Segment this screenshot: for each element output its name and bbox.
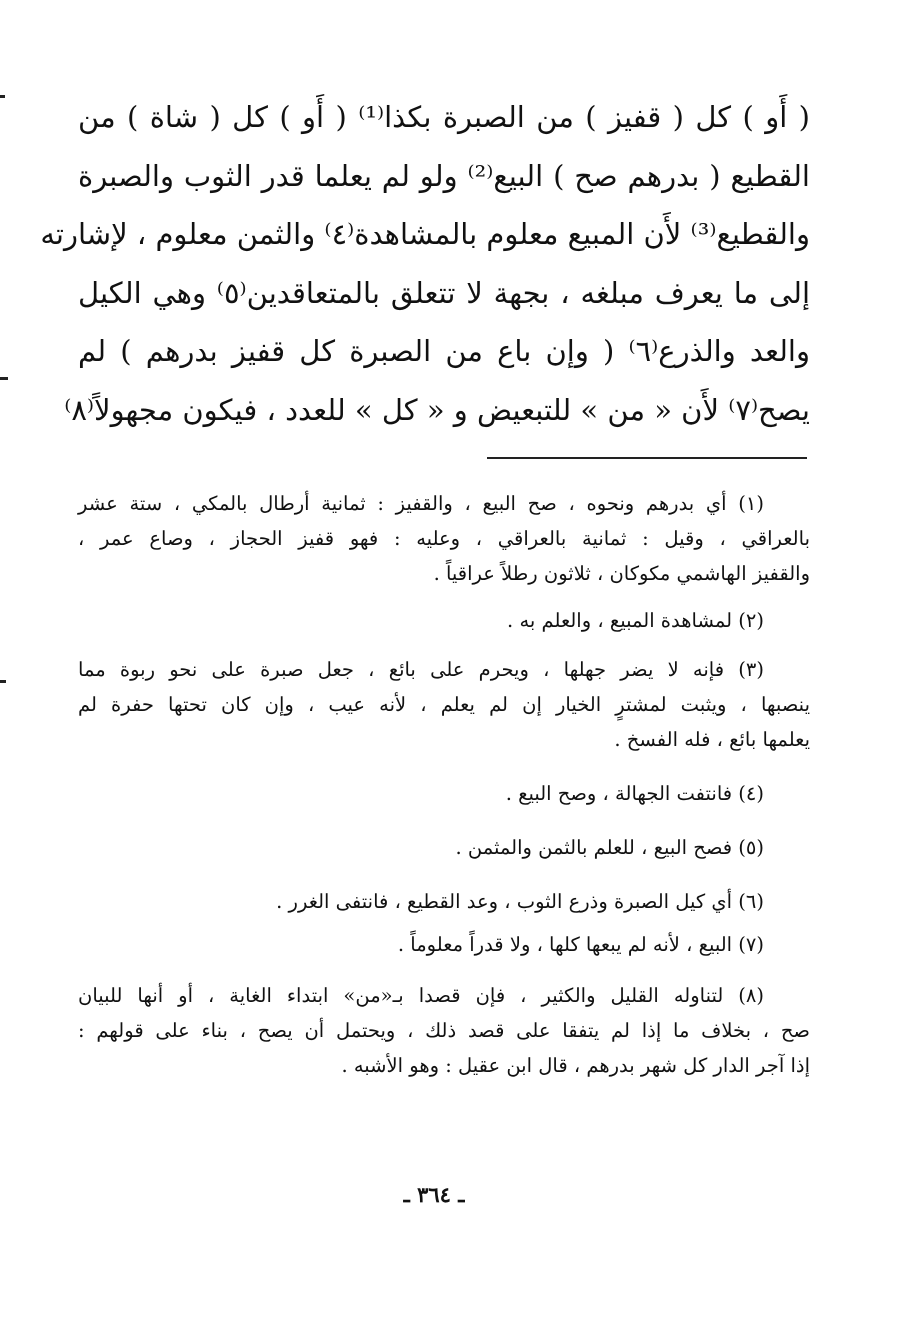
footnote-line: (٤) فانتفت الجهالة ، وصح البيع . bbox=[505, 782, 764, 805]
footnote-line: (٢) لمشاهدة المبيع ، والعلم به . bbox=[507, 609, 764, 632]
footnote-3 bbox=[78, 652, 810, 757]
footnote-line: (٥) فصح البيع ، للعلم بالثمن والمثمن . bbox=[455, 836, 764, 859]
footnote-line: (٨) لتناوله القليل والكثير ، فإن قصدا بـ«من» ابتداء الغاية ، أو أنها للبيان bbox=[78, 984, 764, 1007]
footnote-line: (٣) فإنه لا يضر جهلها ، ويحرم على بائع ، جعل صبرة على نحو ربوة مما bbox=[78, 658, 764, 681]
main-text-line: ( أَو ) كل ( قفيز ) من الصبرة بكذا⁽¹⁾ ( أَو ) كل ( شاة ) من bbox=[78, 100, 810, 134]
footnote-line: صح ، بخلاف ما إذا لم يتفقا على قصد ذلك ، ويحتمل أن يصح ، بناء على قولهم : bbox=[78, 1019, 810, 1042]
main-text-line: والعد والذرع⁽٦⁾ ( وإن باع من الصبرة كل قفيز بدرهم ) لم bbox=[78, 334, 810, 368]
footnote-line: ينصبها ، ويثبت لمشترٍ الخيار إن لم يعلم ، لأنه عيب ، وإن كان تحتها حفرة لم bbox=[78, 693, 810, 716]
footnotes-section bbox=[78, 480, 810, 1083]
page-number: ـ ٣٦٤ ـ bbox=[403, 1182, 465, 1207]
scan-edge-mark bbox=[0, 680, 6, 683]
main-text-line: إلى ما يعرف مبلغه ، بجهة لا تتعلق بالمتعاقدين⁽٥⁾ وهي الكيل bbox=[78, 275, 811, 310]
footnote-line: والقفيز الهاشمي مكوكان ، ثلاثون رطلاً عراقياً . bbox=[433, 562, 810, 585]
footnote-divider bbox=[487, 457, 807, 459]
footnote-line: (١) أي بدرهم ونحوه ، صح البيع ، والقفيز : ثمانية أرطال بالمكي ، ستة عشر bbox=[78, 492, 764, 515]
footnote-line: (٦) أي كيل الصبرة وذرع الثوب ، وعد القطيع ، فانتفى الغرر . bbox=[276, 890, 764, 913]
main-text-line: يصح⁽٧⁾ لأَن « من » للتبعيض و « كل » للعدد ، فيكون مجهولاً⁽٨⁾ bbox=[64, 392, 810, 427]
footnote-4 bbox=[78, 776, 810, 811]
footnote-line: إذا آجر الدار كل شهر بدرهم ، قال ابن عقيل : وهو الأشبه . bbox=[341, 1054, 810, 1077]
footnote-6 bbox=[78, 884, 810, 919]
scan-edge-mark bbox=[0, 95, 5, 98]
footnote-2 bbox=[78, 603, 810, 638]
footnote-line: (٧) البيع ، لأنه لم يبعها كلها ، ولا قدراً معلوماً . bbox=[397, 933, 764, 956]
footnote-line: بالعراقي ، وقيل : ثمانية بالعراقي ، وعليه : فهو قفيز الحجاز ، وصاع عمر ، bbox=[78, 527, 810, 550]
footnote-line: يعلمها بائع ، فله الفسخ . bbox=[614, 728, 810, 751]
scan-edge-mark bbox=[0, 377, 8, 380]
main-text-line: القطيع ( بدرهم صح ) البيع⁽²⁾ ولو لم يعلما قدر الثوب والصبرة bbox=[78, 158, 810, 193]
footnote-5 bbox=[78, 830, 810, 865]
footnote-7 bbox=[78, 927, 810, 962]
footnote-8 bbox=[78, 978, 810, 1083]
main-text-block bbox=[40, 88, 811, 439]
footnote-1 bbox=[78, 486, 810, 591]
main-text-line: والقطيع⁽³⁾ لأَن المبيع معلوم بالمشاهدة⁽٤⁾ والثمن معلوم ، لإشارته bbox=[40, 217, 810, 251]
